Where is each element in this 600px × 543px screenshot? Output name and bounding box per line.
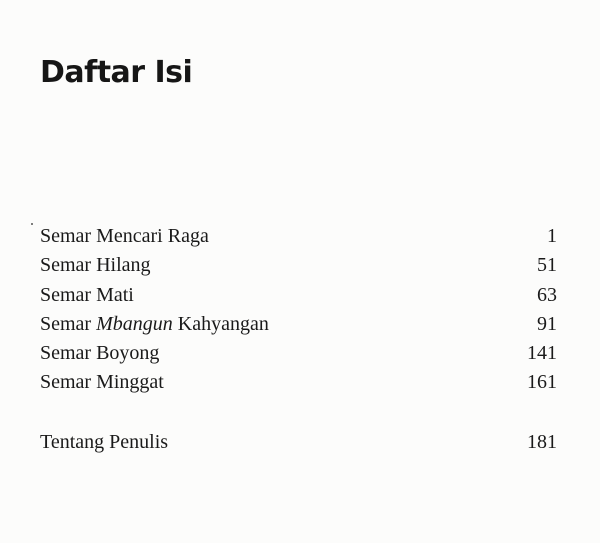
toc-entry-title: Tentang Penulis: [40, 430, 169, 453]
toc-entry-title: Semar Mati: [40, 283, 134, 306]
toc-entry-semar-mati: [40, 281, 557, 310]
toc-entry-title: Semar Mencari Raga: [40, 225, 209, 247]
toc-page-number: 63: [537, 283, 557, 306]
table-of-contents: [40, 222, 557, 457]
toc-entry-semar-mencari-raga: [40, 222, 557, 251]
toc-page-number: 141: [527, 342, 557, 365]
toc-page-number: 51: [537, 254, 557, 277]
toc-page-number: 181: [527, 430, 557, 453]
toc-entry-semar-mbangun-kahyangan: [40, 310, 557, 339]
toc-entry-title: Semar Hilang: [40, 254, 151, 277]
toc-entry-semar-minggat: [40, 368, 557, 397]
toc-page-number: 91: [537, 312, 557, 335]
toc-entry-title: Semar Mbangun Kahyangan: [40, 312, 269, 335]
toc-entry-tentang-penulis: [40, 428, 557, 457]
toc-page-number: 1: [547, 225, 557, 247]
toc-entry-semar-boyong: [40, 339, 557, 368]
toc-page-number: 161: [527, 371, 557, 394]
toc-entry-title: Semar Minggat: [40, 371, 164, 394]
print-speck: [31, 223, 33, 225]
page-title: Daftar Isi: [40, 55, 193, 90]
toc-entry-semar-hilang: [40, 251, 557, 280]
toc-entry-title: Semar Boyong: [40, 342, 160, 365]
